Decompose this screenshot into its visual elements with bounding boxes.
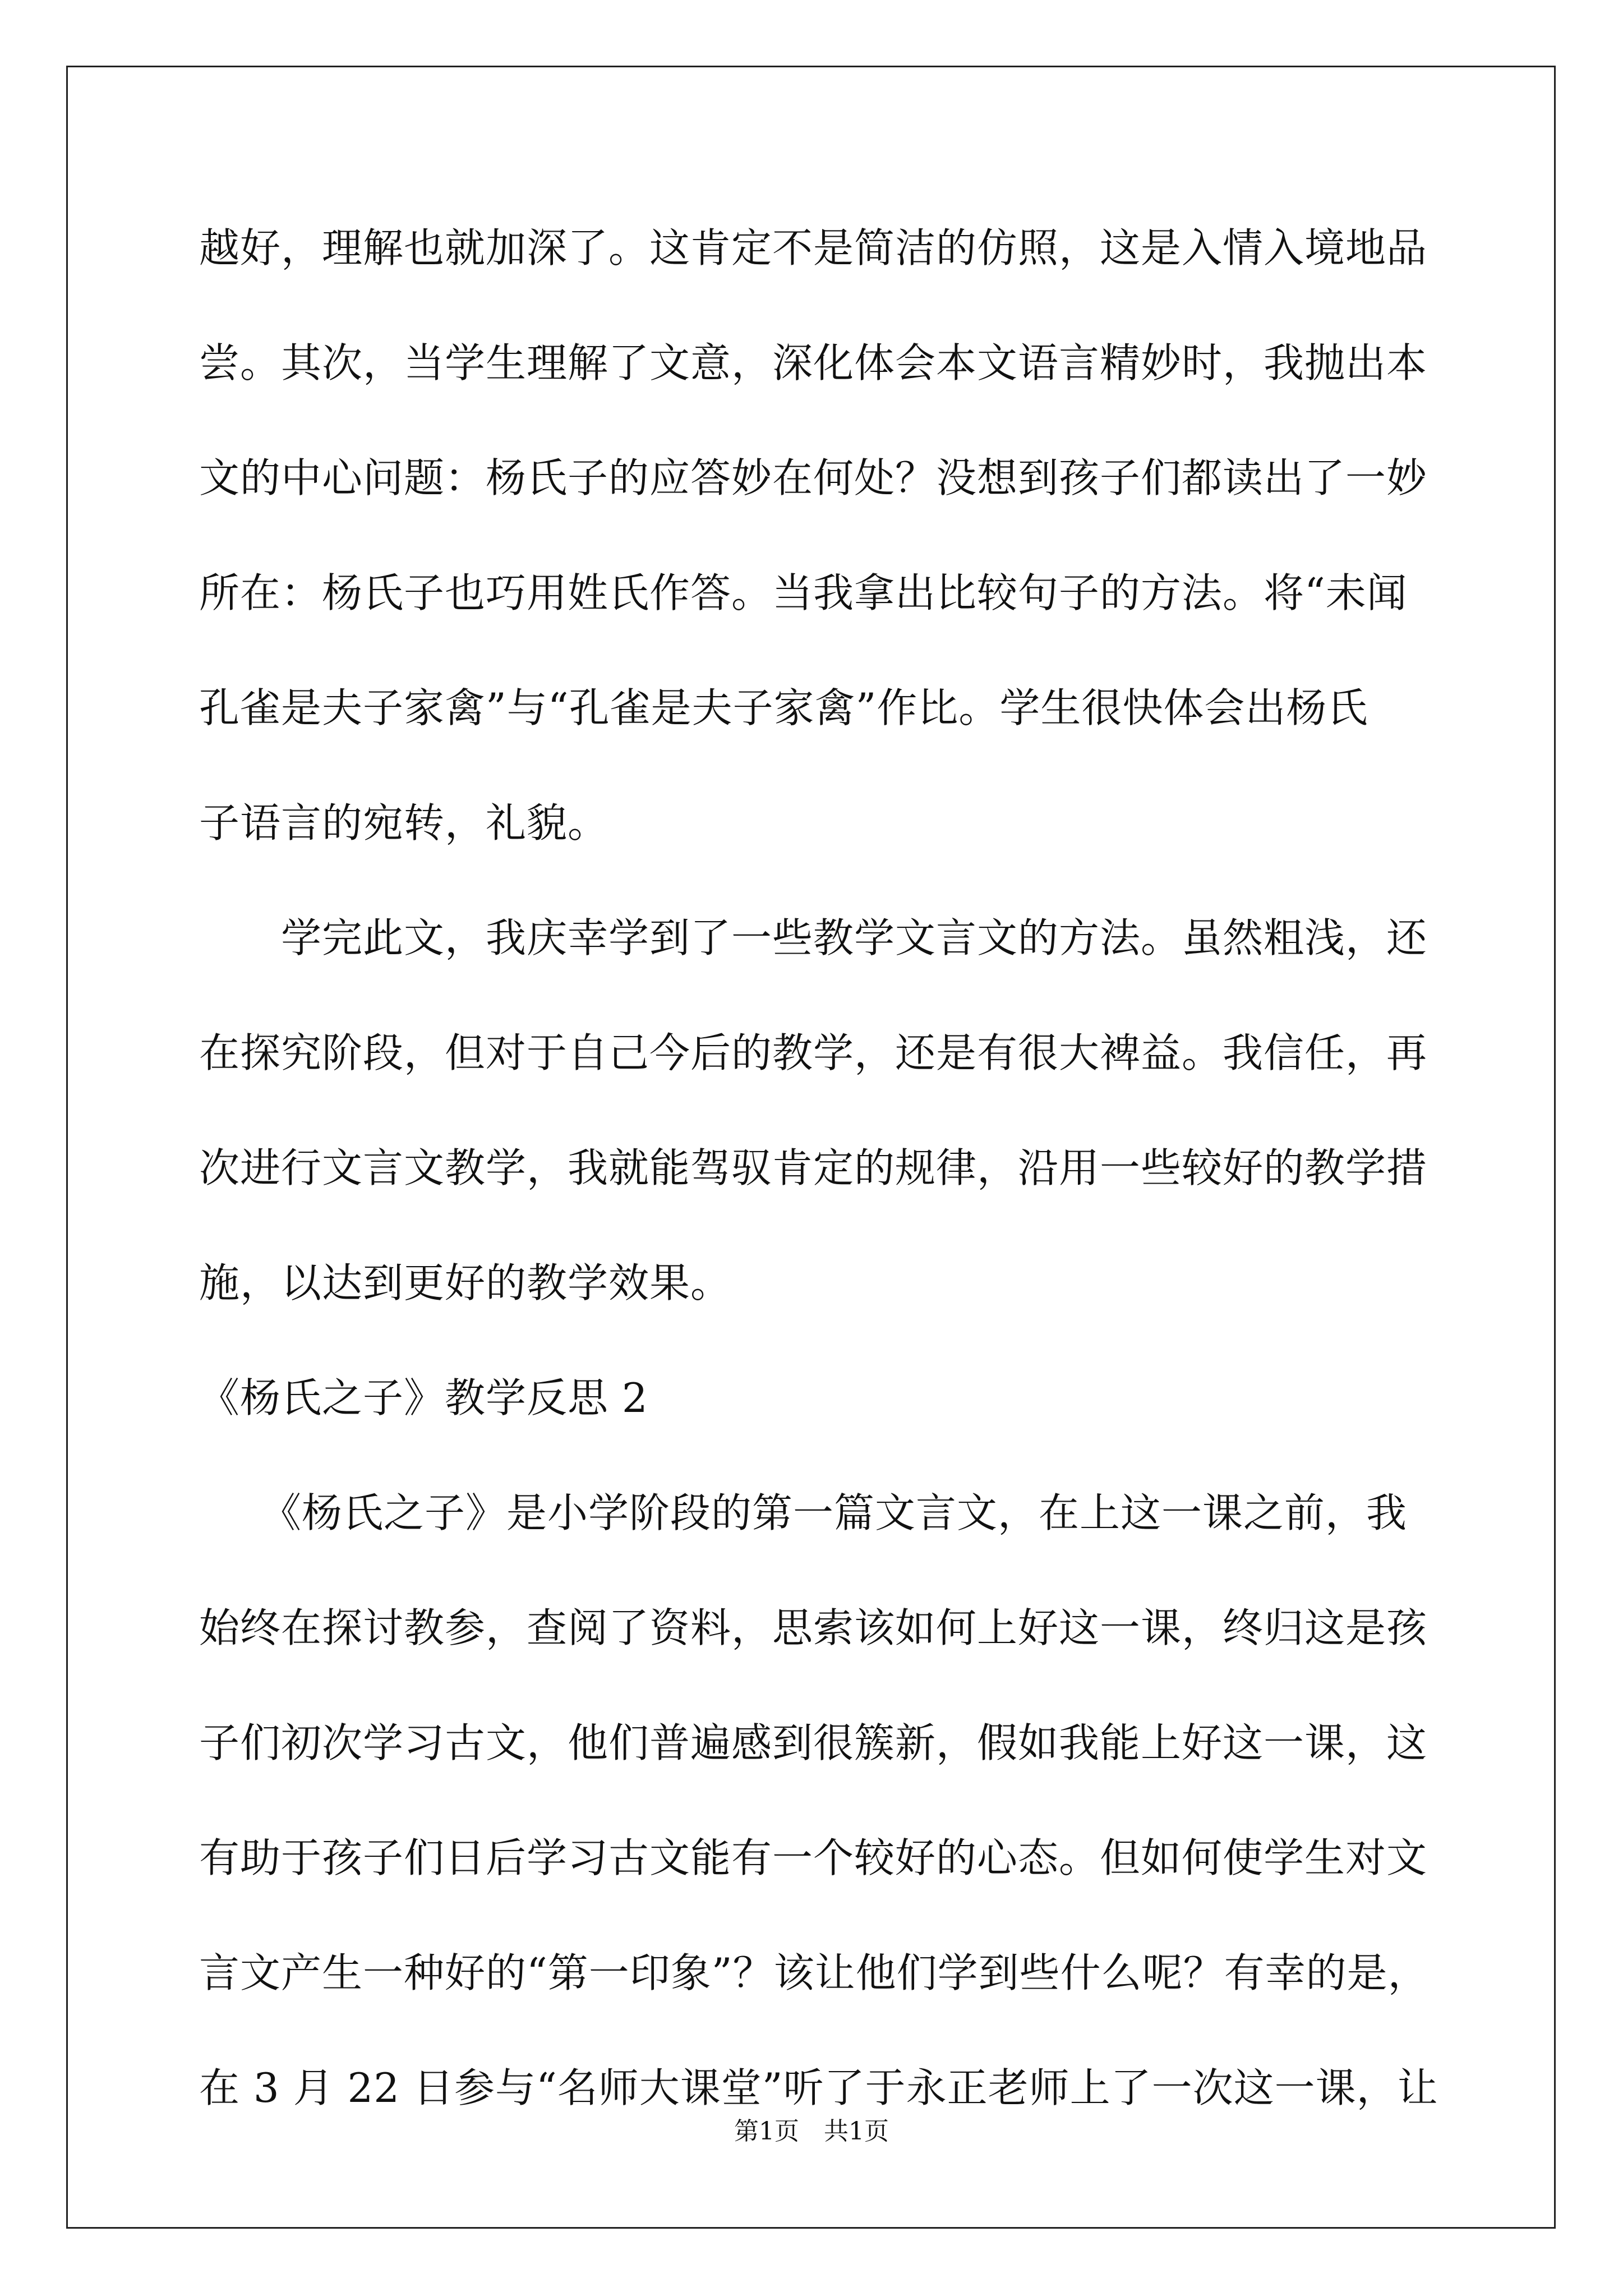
paragraph-line: 《杨氏之子》是小学阶段的第一篇文言文，在上这一课之前，我 xyxy=(199,1489,1408,1536)
section-heading: 《杨氏之子》教学反思 2 xyxy=(199,1374,648,1421)
paragraph-line: 次进行文言文教学，我就能驾驭肯定的规律，沿用一些较好的教学措 xyxy=(199,1144,1428,1191)
paragraph-line: 尝。其次，当学生理解了文意，深化体会本文语言精妙时，我抛出本 xyxy=(199,339,1428,386)
paragraph-line: 有助于孩子们日后学习古文能有一个较好的心态。但如何使学生对文 xyxy=(199,1834,1428,1881)
paragraph-line: 孔雀是夫子家禽”与“孔雀是夫子家禽”作比。学生很快体会出杨氏 xyxy=(199,684,1368,731)
paragraph-line: 越好，理解也就加深了。这肯定不是简洁的仿照，这是入情入境地品 xyxy=(199,224,1428,272)
paragraph-line: 所在：杨氏子也巧用姓氏作答。当我拿出比较句子的方法。将“未闻 xyxy=(199,569,1408,616)
paragraph-line: 文的中心问题：杨氏子的应答妙在何处？没想到孩子们都读出了一妙 xyxy=(199,454,1428,501)
paragraph-line: 子们初次学习古文，他们普遍感到很簇新，假如我能上好这一课，这 xyxy=(199,1719,1428,1766)
paragraph-line: 在 3 月 22 日参与“名师大课堂”听了于永正老师上了一次这一课，让 xyxy=(199,2064,1438,2111)
paragraph-line: 施，以达到更好的教学效果。 xyxy=(199,1259,732,1306)
paragraph-line: 子语言的宛转，礼貌。 xyxy=(199,799,609,846)
paragraph-line: 学完此文，我庆幸学到了一些教学文言文的方法。虽然粗浅，还 xyxy=(199,914,1428,961)
paragraph-line: 在探究阶段，但对于自己今后的教学，还是有很大裨益。我信任，再 xyxy=(199,1029,1428,1076)
paragraph-line: 始终在探讨教参，查阅了资料，思索该如何上好这一课，终归这是孩 xyxy=(199,1604,1428,1651)
page-footer: 第1页 共1页 xyxy=(734,2117,889,2146)
paragraph-line: 言文产生一种好的“第一印象”？该让他们学到些什么呢？有幸的是， xyxy=(199,1949,1429,1996)
